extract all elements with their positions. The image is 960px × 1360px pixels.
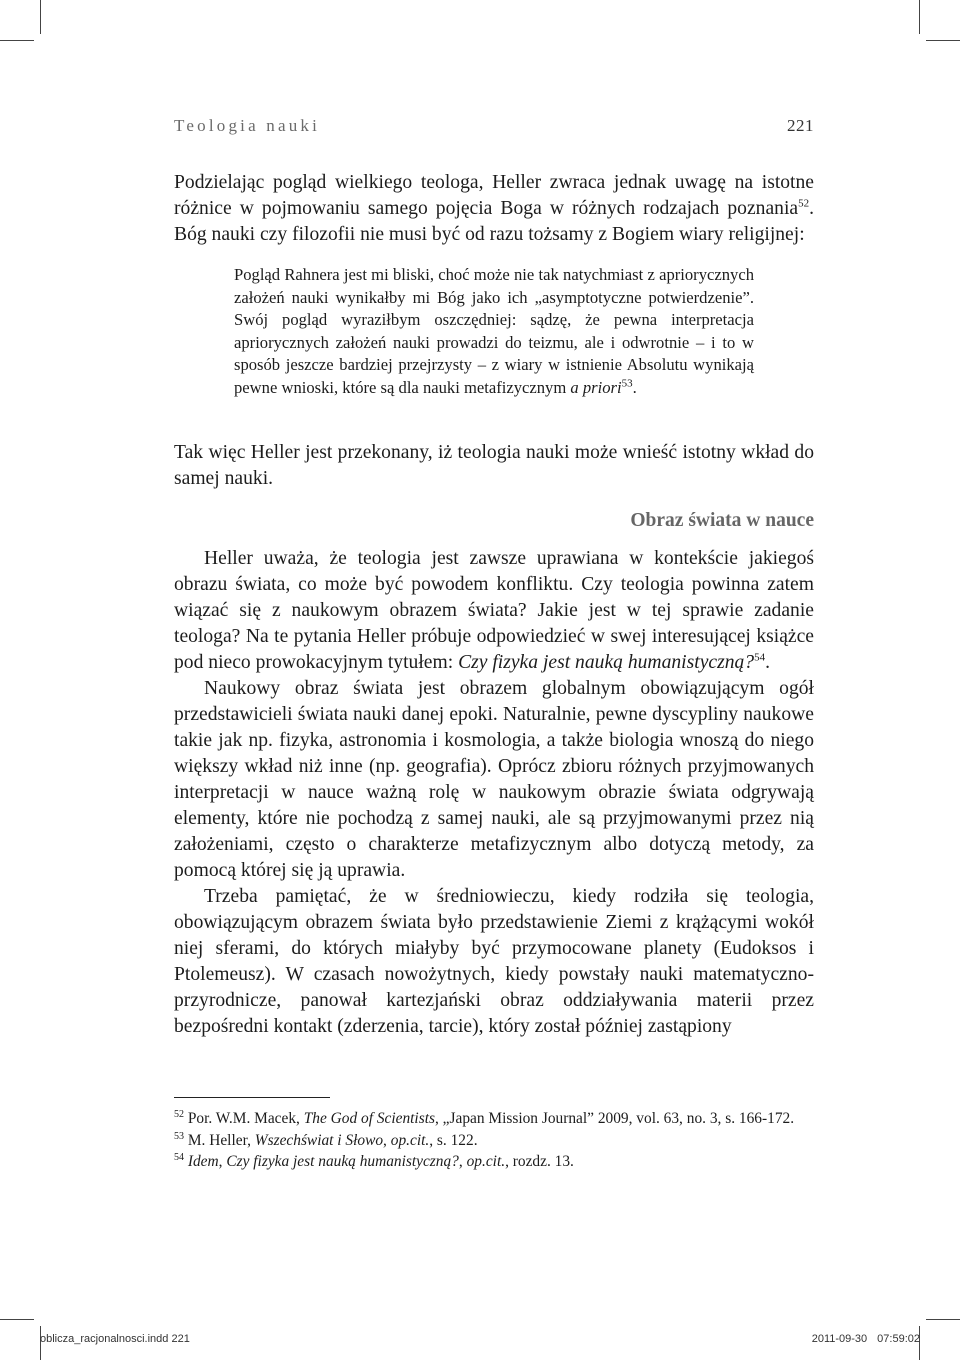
quote-end: . bbox=[632, 377, 637, 397]
footnote-ref-52: 52 bbox=[798, 197, 810, 210]
crop-mark bbox=[919, 0, 920, 34]
slug-file: oblicza_racjonalnosci.indd 221 bbox=[40, 1333, 190, 1345]
footnote-ref-53: 53 bbox=[621, 377, 633, 390]
after-quote-text: Tak więc Heller jest przekonany, iż teologia nauki może wnieść istotny wkład do samej nauki. bbox=[174, 442, 814, 489]
slug-time: 07:59:02 bbox=[877, 1333, 920, 1345]
quote-italic: a priori bbox=[570, 377, 622, 397]
intro-paragraph bbox=[174, 170, 814, 248]
footnote-title: Idem bbox=[187, 1153, 219, 1170]
footnote-text: Por. W.M. Macek, bbox=[187, 1110, 304, 1127]
crop-mark bbox=[0, 1319, 34, 1320]
paragraph-2: Naukowy obraz świata jest obrazem globalnym obowiązującym ogół przedstawicieli świata nauki danej epoki. Naturalnie, pewne dyscypliny naukowe takie jak np. fizyka, astronomia i kosmologia, a także biologia wnoszą do niego większy wkład niż inne (np. geografia). Oprócz zbioru różnych przyjmowanych interpretacji w nauce ważną rolę w naukowym obrazie świata odgrywają elementy, które nie pochodzą z samej nauki, ale są przyjmowanymi przez nią założeniami, często o charakterze metafizycznym albo dotyczą metody, za pomocą której się ją uprawia. bbox=[174, 678, 814, 881]
footnote-52 bbox=[174, 1108, 814, 1130]
quote-text: Pogląd Rahnera jest mi bliski, choć może nie tak natychmiast z apriorycznych założeń nauki wynikałby mi Bóg jako ich „asymptotyczne potwierdzenie”. Swój pogląd wyraziłbym oszczędniej: sądzę, że pewna interpretacja apriorycznych założeń nauki prowadzi do teizmu, ale i odwrotnie – i to w sposób jeszcze bardziej przejrzysty – z wiary w istnienie Absolutu wynikają pewne wnioski, które są dla nauki metafizycznym bbox=[234, 265, 754, 397]
footnote-title: The God of Scientists bbox=[303, 1110, 435, 1127]
intro-text-cont: . Bóg nauki czy filozofii nie musi być od razu tożsamy z Bogiem wiary religijnej: bbox=[174, 198, 814, 245]
footnote-title: op.cit. bbox=[466, 1153, 506, 1170]
paragraph-3: Trzeba pamiętać, że w średniowieczu, kiedy rodziła się teologia, obowiązującym obrazem świata było przedstawienie Ziemi z krążącymi wokół niej sferami, do których miałyby być przymocowane planety (Eudoksos i Ptolemeusz). W czasach nowożytnych, kiedy powstały nauki matematyczno-przyrodnicze, panował kartezjański obraz oddziaływania materii przez bezpośredni kontakt (zderzenia, tarcie), który został później zastąpiony bbox=[174, 886, 814, 1037]
running-header bbox=[174, 116, 814, 136]
block-quote bbox=[234, 264, 754, 400]
slug-date: 2011-09-30 bbox=[811, 1333, 868, 1345]
footnote-53 bbox=[174, 1130, 814, 1152]
footnote-title: op.cit. bbox=[390, 1131, 430, 1149]
footnote-text: , bbox=[458, 1153, 467, 1170]
footnote-text: , bbox=[218, 1153, 227, 1170]
footnote-text: , bbox=[383, 1131, 391, 1149]
main-body bbox=[174, 546, 814, 1040]
footnote-text: , „Japan Mission Journal” 2009, vol. 63, no. 3, s. 166-172. bbox=[434, 1110, 795, 1127]
book-title: Czy fizyka jest nauką humanistyczną? bbox=[458, 652, 755, 673]
footnote-divider bbox=[174, 1097, 330, 1098]
footnotes bbox=[174, 1108, 814, 1173]
running-title: Teologia nauki bbox=[174, 116, 321, 135]
after-quote-paragraph bbox=[174, 440, 814, 492]
footnote-text: , rozdz. 13. bbox=[505, 1153, 574, 1170]
footnote-title: Czy fizyka jest nauką humanistyczną? bbox=[226, 1153, 459, 1170]
section-heading: Obraz świata w nauce bbox=[630, 510, 814, 531]
footnote-number: 52 bbox=[174, 1108, 184, 1120]
intro-text: Podzielając pogląd wielkiego teologa, Heller zwraca jednak uwagę na istotne różnice w pojmowaniu samego pojęcia Boga w różnych rodzajach poznania bbox=[174, 172, 814, 219]
paragraph-1-text: Heller uważa, że teologia jest zawsze uprawiana w kontekście jakiegoś obrazu świata, co może być powodem konfliktu. Czy teologia powinna zatem wiązać się z naukowym obrazem świata? Jakie jest w tej sprawie zadanie teologa? Na te pytania Heller próbuje odpowiedzieć w swej interesującej książce pod nieco prowokacyjnym tytułem: bbox=[174, 548, 814, 673]
crop-mark bbox=[40, 0, 41, 34]
footnote-54 bbox=[174, 1151, 814, 1173]
paragraph-1-end: . bbox=[765, 652, 771, 673]
footnote-text: M. Heller, bbox=[187, 1131, 255, 1149]
footnote-number: 53 bbox=[174, 1130, 184, 1142]
footnote-number: 54 bbox=[174, 1151, 184, 1163]
crop-mark bbox=[926, 40, 960, 41]
crop-mark bbox=[0, 40, 34, 41]
print-slug bbox=[40, 1333, 920, 1345]
crop-mark bbox=[926, 1319, 960, 1320]
slug-timestamp bbox=[802, 1333, 920, 1345]
footnote-ref-54: 54 bbox=[754, 651, 766, 664]
paragraph-1 bbox=[174, 546, 814, 676]
footnote-text: , s. 122. bbox=[429, 1131, 478, 1149]
page-number: 221 bbox=[787, 116, 814, 135]
footnote-title: Wszechświat i Słowo bbox=[254, 1131, 384, 1149]
